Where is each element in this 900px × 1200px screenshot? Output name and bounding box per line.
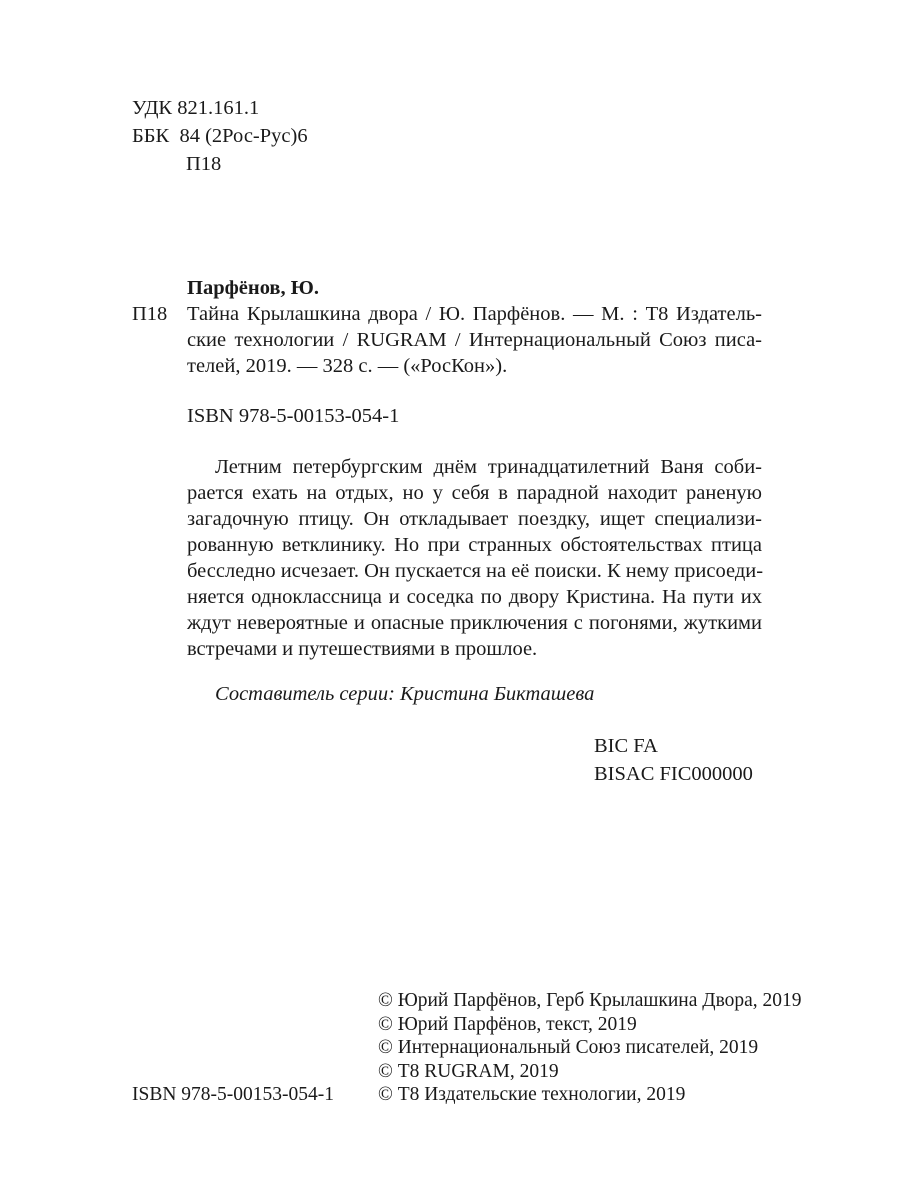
- copyright-line: © Интернациональный Союз писателей, 2019: [378, 1037, 759, 1058]
- bisac-code: BISAC FIC000000: [594, 763, 753, 785]
- annotation-line: ждут невероятные и опасные приключения с погонями, жуткими: [187, 612, 762, 634]
- subject-codes: [594, 734, 753, 786]
- title-line: Тайна Крылашкина двора / Ю. Парфёнов. — М. : Т8 Издатель-: [187, 303, 762, 325]
- annotation-line: няется одноклассница и соседка по двору Кристина. На пути их: [187, 586, 762, 608]
- author-mark: П18: [186, 153, 222, 175]
- copyright-line: © Юрий Парфёнов, текст, 2019: [378, 1013, 637, 1035]
- classification-block: [132, 96, 308, 176]
- title-block: [187, 302, 762, 378]
- series-compiler: Составитель серии: Кристина Бикташева: [215, 683, 595, 705]
- title-line: телей, 2019. — 328 с. — («РосКон»).: [187, 355, 508, 377]
- annotation-line: бесследно исчезает. Он пускается на её поиски. К нему присоеди-: [187, 560, 764, 582]
- annotation-line: загадочную птицу. Он откладывает поездку, ищет специализи-: [187, 508, 762, 530]
- copyright-line: © Т8 RUGRAM, 2019: [378, 1060, 559, 1082]
- copyright-line: © Т8 Издательские технологии, 2019: [378, 1084, 686, 1105]
- title-line: ские технологии / RUGRAM / Интернациональный Союз писа-: [187, 329, 762, 351]
- annotation-line: рованную ветклинику. Но при странных обстоятельствах птица: [187, 534, 762, 556]
- annotation-block: [187, 455, 762, 661]
- footer-isbn: ISBN 978-5-00153-054-1: [132, 1084, 335, 1105]
- bbk-code: ББК 84 (2Рос-Рус)6: [132, 125, 308, 147]
- bic-code: BIC FA: [594, 735, 658, 757]
- annotation-line: Летним петербургским днём тринадцатилетний Ваня соби-: [215, 456, 762, 478]
- entry-isbn: ISBN 978-5-00153-054-1: [187, 405, 400, 427]
- copyright-block: [378, 989, 802, 1107]
- annotation-line: встречами и путешествиями в прошлое.: [187, 638, 538, 660]
- annotation-line: рается ехать на отдых, но у себя в парадной находит раненую: [187, 482, 762, 504]
- author-heading: Парфёнов, Ю.: [187, 277, 319, 299]
- entry-code: П18: [132, 303, 168, 325]
- udk-code: УДК 821.161.1: [132, 97, 260, 119]
- copyright-line: © Юрий Парфёнов, Герб Крылашкина Двора, 2019: [378, 990, 802, 1011]
